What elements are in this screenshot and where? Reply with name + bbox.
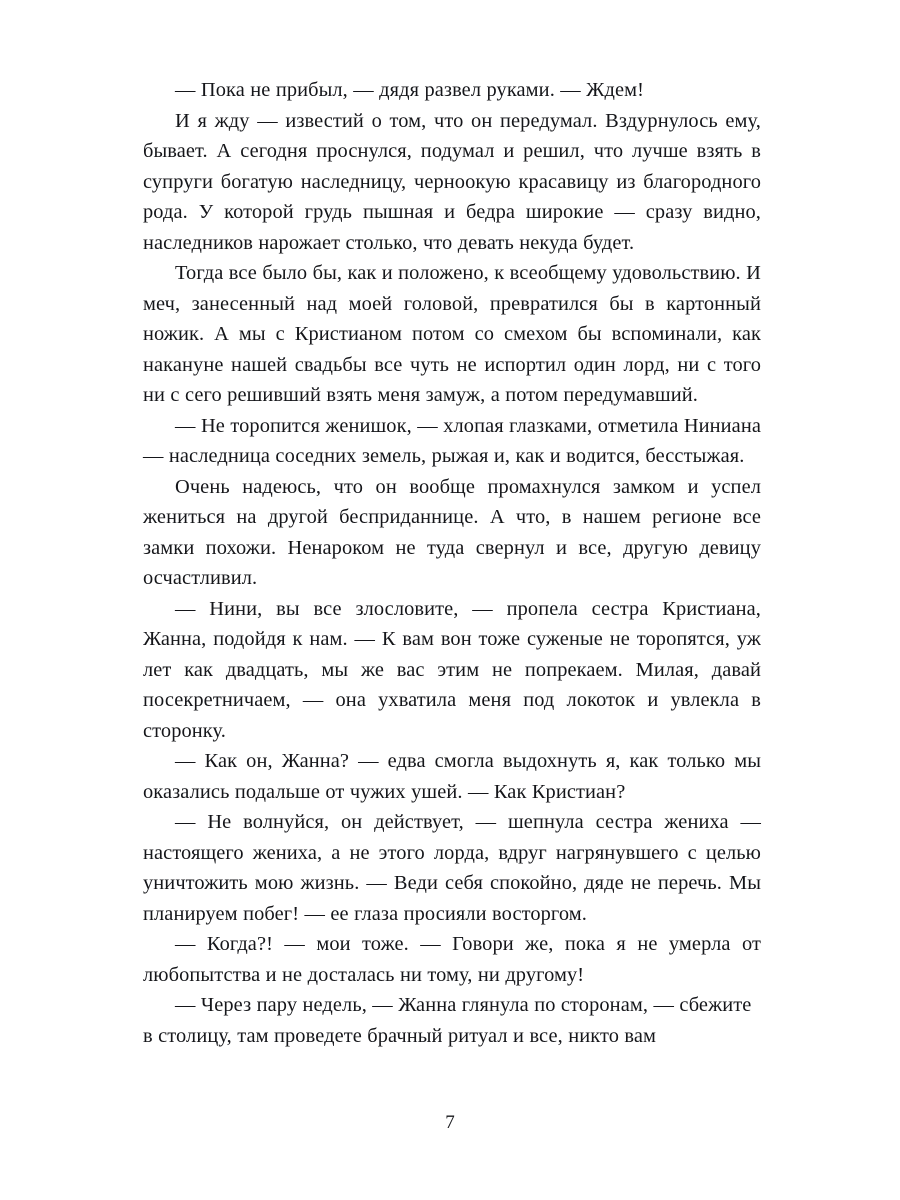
- paragraph: — Пока не прибыл, — дядя развел руками. — Ждем!: [175, 79, 645, 101]
- body-text-column: [143, 75, 761, 1051]
- paragraph: — Не торопится женишок, — хлопая глазками, отметила Ниниана — наследница соседних земель, рыжая и, как и водится, бесстыжая.: [143, 414, 761, 467]
- paragraph: — Нини, вы все злословите, — пропела сестра Кристиана, Жанна, подойдя к нам. — К вам вон тоже суженые не торопятся, уж лет как двадцать, мы же вас этим не попрекаем. Милая, давай посекретничаем, — она ухватила меня под локоток и увлекла в сторонку.: [143, 597, 761, 742]
- paragraph: — Когда?! — мои тоже. — Говори же, пока я не умерла от любопытства и не досталась ни тому, ни другому!: [143, 933, 761, 986]
- paragraph: И я жду — известий о том, что он передумал. Вздурнулось ему, бывает. А сегодня проснулся, подумал и решил, что лучше взять в супруги богатую наследницу, черноокую красавицу из благородного рода. У которой грудь пышная и бедра широкие — сразу видно, наследников нарожает столько, что девать некуда будет.: [143, 109, 761, 254]
- page-number: 7: [445, 1112, 455, 1133]
- paragraph: — Как он, Жанна? — едва смогла выдохнуть я, как только мы оказались подальше от чужих ушей. — Как Кристиан?: [143, 750, 761, 803]
- paragraph: — Не волнуйся, он действует, — шепнула сестра жениха — настоящего жениха, а не этого лорда, вдруг нагрянувшего с целью уничтожить мою жизнь. — Веди себя спокойно, дяде не перечь. Мы планируем побег! — ее глаза просияли восторгом.: [143, 811, 761, 925]
- paragraph: Тогда все было бы, как и положено, к всеобщему удовольствию. И меч, занесенный над моей головой, превратился бы в картонный ножик. А мы с Кристианом потом со смехом бы вспоминали, как накануне нашей свадьбы все чуть не испортил один лорд, ни с того ни с сего решивший взять меня замуж, а потом передумавший.: [143, 262, 761, 406]
- paragraph: Очень надеюсь, что он вообще промахнулся замком и успел жениться на другой бесприданнице. А что, в нашем регионе все замки похожи. Ненароком не туда свернул и все, другую девицу осчастливил.: [143, 475, 761, 589]
- paragraph: — Через пару недель, — Жанна глянула по сторонам, — сбежите в столицу, там проведете брачный ритуал и все, никто вам: [143, 994, 752, 1047]
